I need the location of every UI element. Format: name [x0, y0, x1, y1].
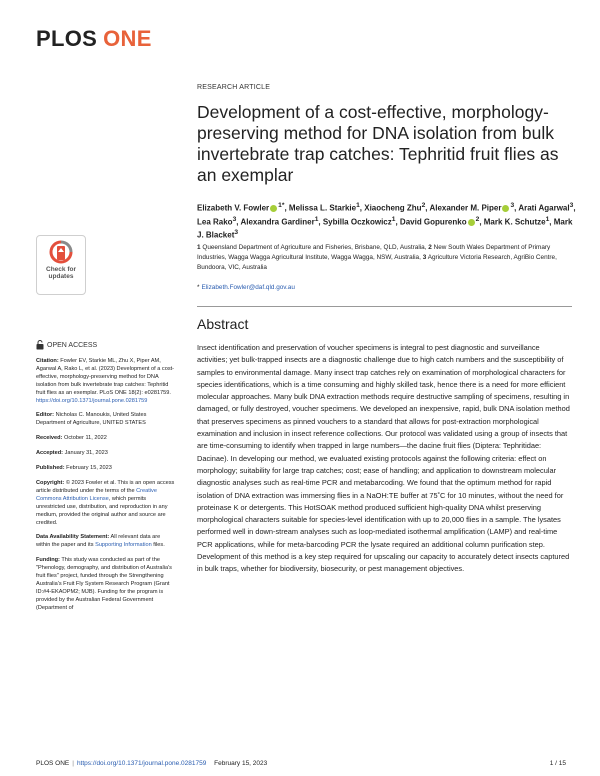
- editor-label: Editor:: [36, 412, 55, 419]
- citation-text: Fowler EV, Starkie ML, Zhu X, Piper AM, Agarwal A, Rako L, et al. (2023) Development of a cost-effective, morphology-preserving method for DNA isolation from bulk invertebrate trap catches: Tephritid fruit flies as an exemplar. PLoS ONE 18(2): e0281759.: [36, 358, 175, 396]
- published-label: Published:: [36, 465, 65, 472]
- accepted-label: Accepted:: [36, 450, 64, 457]
- received-block: [36, 435, 176, 443]
- orcid-icon[interactable]: [468, 219, 475, 226]
- received-date: October 11, 2022: [64, 435, 107, 442]
- author-name: Mark K. Schutze: [483, 217, 546, 227]
- author-name: Mark J. Blacket: [197, 217, 573, 240]
- data-availability-block: [36, 534, 176, 550]
- abstract-text: Insect identification and preservation of voucher specimens is integral to pest diagnostic and surveillance activities; yet bulk-trapped insects are a diagnostic challenge due to high catch numbers and the susceptibility of samples to environmental damage. Many insect trap catches rely on examination of morphological characters for species identifications, which is a time consuming and highly skilled task, hence there is a need for more efficient molecular approaches. Many bulk DNA extraction methods require destructive sampling of specimens, resulting in damaged, or fully destroyed, voucher specimens. We developed an inexpensive, rapid, bulk DNA isolation method that preserves specimens as pinned vouchers to a standard that allows for post-extraction morphological examination and inclusion in insect reference collections. Our protocol was validated using a group of insects that are time-consuming to identify when trapped in large numbers—the dacine fruit flies (Diptera: Tephritidae: Dacinae). In developing our method, we evaluated existing protocols against the following criteria: effect on morphology; suitability for large trap catches; cost; ease of handling; and application to downstream molecular diagnostic analyses such as real-time PCR and metabarcoding. We found that the optimum method for rapid isolation of DNA extraction was immersing flies in a NaOH:TE buffer at 75˚C for 10 minutes, without the need for proteinase K or detergents. This HotSOAK method produced sufficient high-quality DNA whilst preserving morphological characters suitable for species-level identification with up to 20,000 flies in a sample. The lysates performed well in down-stream analyses such as loop-mediated isothermal amplification (LAMP) and real-time PCR applications, while for meta-barcoding PCR the lysate required an additional column purification step. Development of this method is a key step required for upscaling our capacity to accurately detect insects captured in bulk traps, whether for biodiversity, biosecurity, or pest management objectives.: [197, 343, 570, 574]
- supporting-information-link[interactable]: Supporting Information: [95, 542, 152, 549]
- check-updates-line2: updates: [48, 273, 74, 280]
- author-affiliation-number: 2: [475, 215, 480, 223]
- funding-label: Funding:: [36, 557, 60, 564]
- article-title: Development of a cost-effective, morphology-preserving method for DNA isolation from bulk invertebrate trap catches: Tephritid fruit flies as an exemplar: [197, 102, 559, 185]
- footer-doi-link[interactable]: https://doi.org/10.1371/journal.pone.0281759: [76, 760, 207, 767]
- footer-journal: PLOS ONE: [36, 760, 70, 767]
- author-name: Arati Agarwal: [518, 203, 570, 213]
- accepted-block: [36, 450, 176, 458]
- citation-doi-link[interactable]: https://doi.org/10.1371/journal.pone.0281759: [36, 397, 148, 404]
- open-access-label: OPEN ACCESS: [47, 341, 98, 349]
- copyright-text-b: , which permits unrestricted use, distribution, and reproduction in any medium, provided the original author and source are credited.: [36, 495, 168, 526]
- affiliation-text: Queensland Department of Agriculture and Fisheries, Brisbane, QLD, Australia,: [202, 244, 427, 251]
- corresponding-author-marker: *: [281, 202, 285, 209]
- author-affiliation-number: 3: [232, 215, 237, 223]
- published-block: [36, 465, 176, 473]
- author-name: Alexander M. Piper: [429, 203, 502, 213]
- data-availability-text-a: All relevant data are within the paper and its: [36, 534, 161, 549]
- article-type: RESEARCH ARTICLE: [197, 84, 271, 91]
- author-affiliation-number: 1: [545, 215, 550, 223]
- author-affiliation-number: 3: [234, 229, 239, 237]
- affiliation-number: 1: [197, 244, 201, 251]
- author-affiliation-number: 3: [510, 202, 515, 209]
- open-lock-icon: [36, 340, 44, 350]
- data-availability-text-b: files.: [153, 542, 165, 549]
- footer-date: February 15, 2023: [214, 760, 268, 767]
- affiliation-number: 2: [428, 244, 432, 251]
- author-list: Elizabeth V. Fowler $^{1*}$, Melissa L. Starkie$^1$, Xiaocheng Zhu$^2$, Alexander M. Piper $^3$, Arati Agarwal$^3$, Lea Rako$^3$, Alexandra Gardiner$^1$, Sybilla Oczkowicz$^1$, David Gopurenko $^2$, Mark K. Schutze$^1$, Mark J. Blacket$^3$: [197, 202, 576, 240]
- accepted-date: January 31, 2023: [64, 450, 108, 457]
- data-availability-label: Data Availability Statement:: [36, 534, 110, 541]
- corresponding-marker: *: [197, 284, 200, 291]
- affiliation-text: Agriculture Victoria Research, AgriBio Centre, Bundoora, VIC, Australia: [197, 254, 557, 271]
- author-affiliation-number: 2: [421, 202, 426, 209]
- check-updates-line1: Check for: [46, 266, 76, 273]
- check-updates-icon: [46, 240, 76, 264]
- email-link[interactable]: Elizabeth.Fowler@daf.qld.gov.au: [201, 284, 295, 291]
- funding-block: [36, 557, 176, 612]
- author-name: Sybilla Oczkowicz: [322, 217, 392, 227]
- published-date: February 15, 2023: [66, 465, 112, 472]
- copyright-block: [36, 480, 176, 527]
- author-affiliation-number: 1: [314, 215, 319, 223]
- copyright-label: Copyright:: [36, 479, 65, 486]
- copyright-text-a: © 2023 Fowler et al. This is an open access article distributed under the terms of the: [36, 479, 175, 494]
- author-name: Melissa L. Starkie: [288, 203, 357, 213]
- section-divider: [197, 306, 572, 307]
- received-label: Received:: [36, 435, 63, 442]
- page-number: 1 / 15: [549, 760, 566, 767]
- check-for-updates-badge[interactable]: [36, 235, 86, 295]
- author-affiliation-number: 1: [391, 215, 396, 223]
- author-name: Alexandra Gardiner: [240, 217, 315, 227]
- check-updates-label: [37, 266, 85, 280]
- affiliation-text: New South Wales Department of Primary Industries, Wagga Wagga Agricultural Institute, Wagga Wagga, NSW, Australia,: [197, 244, 551, 261]
- citation-block: [36, 358, 176, 405]
- funding-text: This study was conducted as part of the "Phenology, demography, and distribution of Australia's fruit flies" project, funded through the Strengthening Australia's Fruit Fly System Research Program (Grant ID:#4-EKAOPM2; MJB). Funding for the program is provided by the Australian Federal Government (Department of: [36, 557, 172, 611]
- author-affiliation-number: 3: [569, 202, 574, 209]
- author-name: David Gopurenko: [399, 217, 467, 227]
- license-link[interactable]: Creative Commons Attribution License: [36, 487, 157, 502]
- open-access-indicator: [36, 340, 176, 350]
- article-metadata-sidebar: [36, 340, 176, 620]
- author-name: Xiaocheng Zhu: [364, 203, 422, 213]
- journal-name-one: ONE: [103, 26, 152, 51]
- editor-block: [36, 412, 176, 428]
- editor-text: Nicholas C. Manoukis, United States Department of Agriculture, UNITED STATES: [36, 412, 147, 427]
- journal-logo[interactable]: [36, 26, 152, 52]
- citation-label: Citation:: [36, 358, 59, 364]
- author-name: Lea Rako: [197, 217, 233, 227]
- corresponding-email[interactable]: [197, 284, 295, 291]
- author-affiliation-number: 1: [278, 202, 282, 209]
- journal-name-plos: PLOS: [36, 26, 98, 51]
- footer-left: PLOS ONE | https://doi.org/10.1371/journal.pone.0281759 February 15, 2023: [36, 760, 268, 767]
- orcid-icon[interactable]: [270, 205, 277, 212]
- orcid-icon[interactable]: [502, 205, 509, 212]
- abstract-heading: Abstract: [197, 316, 249, 332]
- author-affiliation-number: 1: [356, 202, 360, 209]
- affiliation-number: 3: [422, 254, 427, 261]
- affiliations: [197, 243, 577, 273]
- author-name: Elizabeth V. Fowler: [197, 203, 270, 213]
